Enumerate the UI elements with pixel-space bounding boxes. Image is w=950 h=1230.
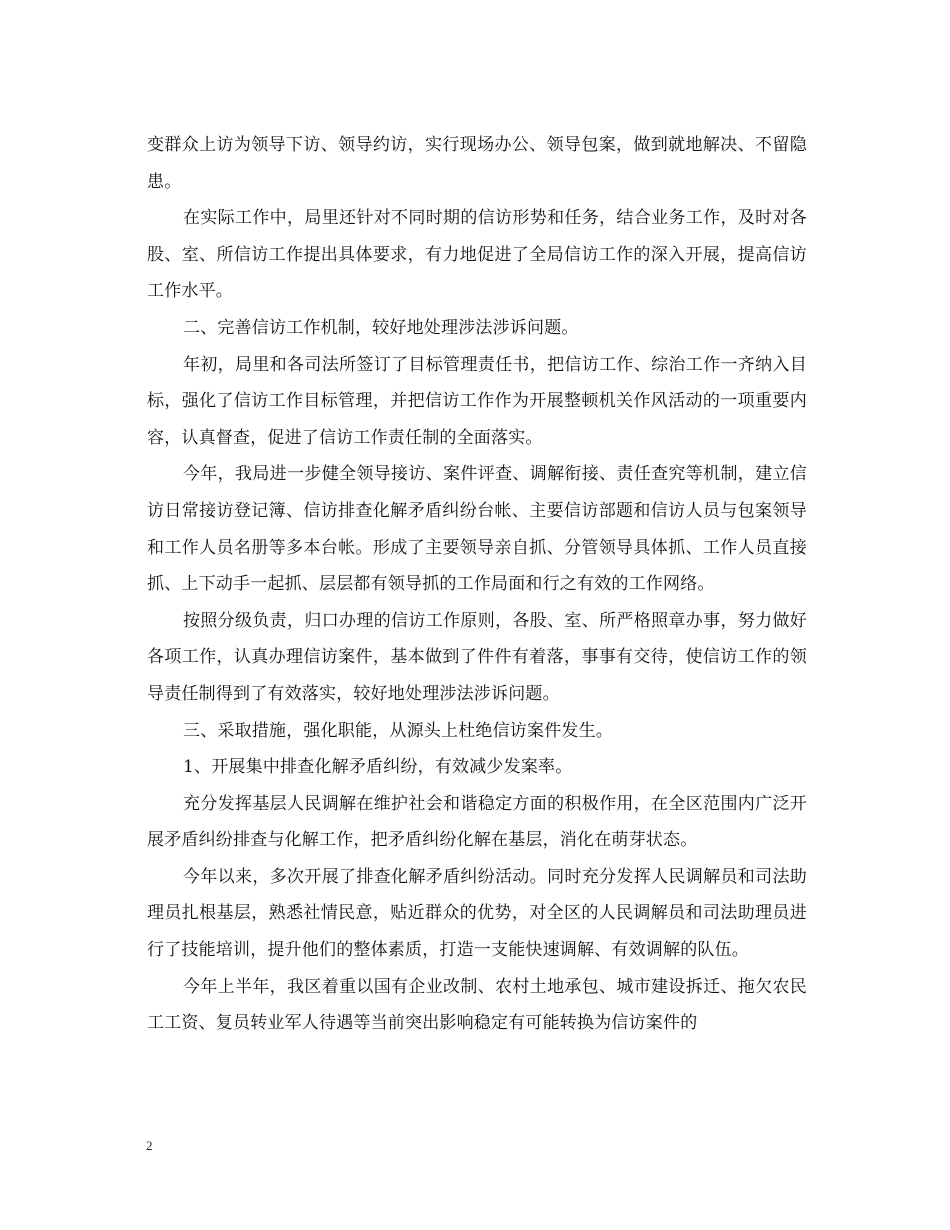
page-number: 2 <box>146 1138 153 1153</box>
paragraph: 今年上半年，我区着重以国有企业改制、农村土地承包、城市建设拆迁、拖欠农民工工资、复员转业军人待遇等当前突出影响稳定有可能转换为信访案件的 <box>147 976 807 1034</box>
paragraph: 年初，局里和各司法所签订了目标管理责任书，把信访工作、综治工作一齐纳入目标，强化了信访工作目标管理，并把信访工作作为开展整顿机关作风活动的一项重要内容，认真督查，促进了信访工作责任制的全面落实。 <box>147 354 807 448</box>
section-heading: 二、完善信访工作机制，较好地处理涉法涉诉问题。 <box>183 317 579 338</box>
paragraph: 按照分级负责，归口办理的信访工作原则，各股、室、所严格照章办事，努力做好各项工作，认真办理信访案件，基本做到了件件有着落，事事有交待，使信访工作的领导责任制得到了有效落实，较好地处理涉法涉诉问题。 <box>147 610 807 704</box>
paragraph: 今年以来，多次开展了排查化解矛盾纠纷活动。同时充分发挥人民调解员和司法助理员扎根基层，熟悉社情民意，贴近群众的优势，对全区的人民调解员和司法助理员进行了技能培训，提升他们的整体素质，打造一支能快速调解、有效调解的队伍。 <box>147 866 807 961</box>
paragraph: 充分发挥基层人民调解在维护社会和谐稳定方面的积极作用，在全区范围内广泛开展矛盾纠纷排查与化解工作，把矛盾纠纷化解在基层，消化在萌芽状态。 <box>147 793 807 851</box>
section-heading: 三、采取措施，强化职能，从源头上杜绝信访案件发生。 <box>183 720 613 741</box>
paragraph: 今年，我局进一步健全领导接访、案件评查、调解衔接、责任查究等机制，建立信访日常接访登记簿、信访排查化解矛盾纠纷台帐、主要信访部题和信访人员与包案领导和工作人员名册等多本台帐。形成了主要领导亲自抓、分管领导具体抓、工作人员直接抓、上下动手一起抓、层层都有领导抓的工作局面和行之有效的工作网络。 <box>147 464 807 595</box>
subsection-heading: 1、开展集中排查化解矛盾纠纷，有效减少发案率。 <box>183 757 573 778</box>
paragraph: 在实际工作中，局里还针对不同时期的信访形势和任务，结合业务工作，及时对各股、室、所信访工作提出具体要求，有力地促进了全局信访工作的深入开展，提高信访工作水平。 <box>147 208 807 302</box>
document-body <box>147 127 807 1042</box>
paragraph: 变群众上访为领导下访、领导约访，实行现场办公、领导包案，做到就地解决、不留隐患。 <box>147 135 807 192</box>
